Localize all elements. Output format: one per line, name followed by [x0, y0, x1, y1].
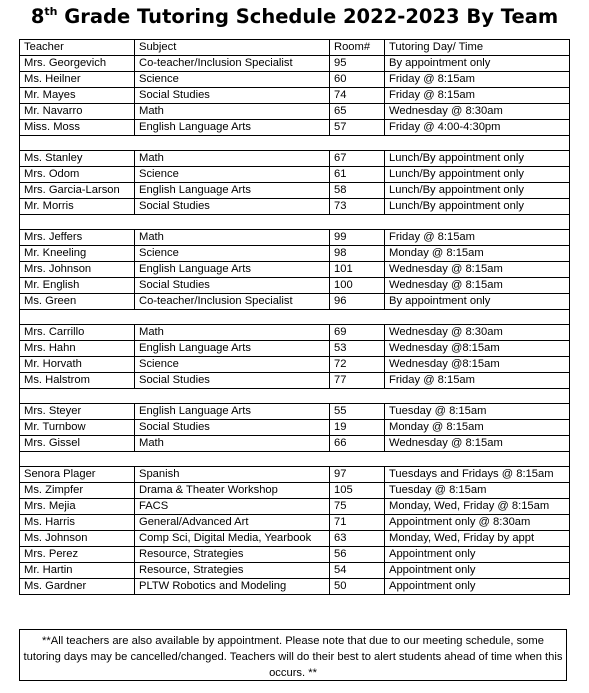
- table-row: [20, 230, 570, 246]
- subject-cell: Math: [135, 436, 330, 452]
- table-row: [20, 278, 570, 294]
- teacher-cell: Ms. Stanley: [20, 151, 135, 167]
- subject-cell: Science: [135, 167, 330, 183]
- tutoring-time-cell: Lunch/By appointment only: [385, 151, 570, 167]
- subject-cell: General/Advanced Art: [135, 515, 330, 531]
- subject-cell: English Language Arts: [135, 183, 330, 199]
- subject-cell: Science: [135, 357, 330, 373]
- separator-cell: [20, 136, 570, 151]
- teacher-cell: Mr. Morris: [20, 199, 135, 215]
- teacher-cell: Mr. English: [20, 278, 135, 294]
- room-cell: 63: [330, 531, 385, 547]
- tutoring-time-cell: By appointment only: [385, 56, 570, 72]
- teacher-cell: Mrs. Carrillo: [20, 325, 135, 341]
- table-row: [20, 72, 570, 88]
- tutoring-time-cell: Monday @ 8:15am: [385, 246, 570, 262]
- subject-cell: Social Studies: [135, 199, 330, 215]
- subject-cell: Math: [135, 325, 330, 341]
- teacher-cell: Mrs. Jeffers: [20, 230, 135, 246]
- room-cell: 65: [330, 104, 385, 120]
- room-cell: 77: [330, 373, 385, 389]
- table-row: [20, 183, 570, 199]
- subject-cell: FACS: [135, 499, 330, 515]
- tutoring-time-cell: Friday @ 8:15am: [385, 373, 570, 389]
- table-row: [20, 499, 570, 515]
- subject-cell: Science: [135, 72, 330, 88]
- teacher-cell: Mr. Horvath: [20, 357, 135, 373]
- room-cell: 19: [330, 420, 385, 436]
- room-cell: 53: [330, 341, 385, 357]
- subject-cell: English Language Arts: [135, 404, 330, 420]
- subject-cell: Science: [135, 246, 330, 262]
- table-row: [20, 56, 570, 72]
- teacher-cell: Mrs. Johnson: [20, 262, 135, 278]
- tutoring-time-cell: Wednesday @8:15am: [385, 357, 570, 373]
- table-row: [20, 404, 570, 420]
- schedule-body: [20, 40, 570, 595]
- table-row: [20, 563, 570, 579]
- teacher-cell: Mrs. Mejia: [20, 499, 135, 515]
- footer-note: **All teachers are also available by appointment. Please note that due to our meeting schedule, some tutoring days may be cancelled/changed. Teachers will do their best to alert students ahead of time when this occurs. **: [19, 629, 567, 681]
- title-text: Grade Tutoring Schedule 2022-2023 By Team: [57, 5, 559, 28]
- room-cell: 97: [330, 467, 385, 483]
- subject-cell: Co-teacher/Inclusion Specialist: [135, 294, 330, 310]
- subject-cell: Social Studies: [135, 420, 330, 436]
- room-cell: 100: [330, 278, 385, 294]
- subject-cell: Math: [135, 104, 330, 120]
- room-cell: 73: [330, 199, 385, 215]
- team-separator-row: [20, 136, 570, 151]
- subject-cell: Social Studies: [135, 373, 330, 389]
- separator-cell: [20, 452, 570, 467]
- room-cell: 56: [330, 547, 385, 563]
- tutoring-time-cell: Lunch/By appointment only: [385, 199, 570, 215]
- table-row: [20, 88, 570, 104]
- teacher-cell: Ms. Heilner: [20, 72, 135, 88]
- room-cell: 96: [330, 294, 385, 310]
- title-number: 8: [30, 5, 45, 28]
- subject-cell: English Language Arts: [135, 341, 330, 357]
- room-cell: 58: [330, 183, 385, 199]
- header-room: Room#: [330, 40, 385, 56]
- table-row: [20, 262, 570, 278]
- room-cell: 99: [330, 230, 385, 246]
- tutoring-time-cell: Appointment only: [385, 579, 570, 595]
- table-row: [20, 547, 570, 563]
- tutoring-time-cell: Friday @ 8:15am: [385, 72, 570, 88]
- header-teacher: Teacher: [20, 40, 135, 56]
- table-row: [20, 467, 570, 483]
- room-cell: 54: [330, 563, 385, 579]
- separator-cell: [20, 215, 570, 230]
- room-cell: 105: [330, 483, 385, 499]
- separator-cell: [20, 389, 570, 404]
- header-row: [20, 40, 570, 56]
- teacher-cell: Ms. Harris: [20, 515, 135, 531]
- tutoring-time-cell: Monday @ 8:15am: [385, 420, 570, 436]
- subject-cell: English Language Arts: [135, 262, 330, 278]
- tutoring-time-cell: Appointment only: [385, 547, 570, 563]
- teacher-cell: Senora Plager: [20, 467, 135, 483]
- teacher-cell: Miss. Moss: [20, 120, 135, 136]
- room-cell: 57: [330, 120, 385, 136]
- teacher-cell: Ms. Gardner: [20, 579, 135, 595]
- table-row: [20, 120, 570, 136]
- table-row: [20, 246, 570, 262]
- tutoring-time-cell: Monday, Wed, Friday by appt: [385, 531, 570, 547]
- table-row: [20, 357, 570, 373]
- table-row: [20, 515, 570, 531]
- teacher-cell: Mrs. Perez: [20, 547, 135, 563]
- tutoring-time-cell: Appointment only: [385, 563, 570, 579]
- tutoring-time-cell: Friday @ 8:15am: [385, 230, 570, 246]
- teacher-cell: Mrs. Steyer: [20, 404, 135, 420]
- subject-cell: Drama & Theater Workshop: [135, 483, 330, 499]
- team-separator-row: [20, 215, 570, 230]
- teacher-cell: Mr. Kneeling: [20, 246, 135, 262]
- subject-cell: Co-teacher/Inclusion Specialist: [135, 56, 330, 72]
- tutoring-time-cell: Tuesday @ 8:15am: [385, 483, 570, 499]
- teacher-cell: Mrs. Georgevich: [20, 56, 135, 72]
- room-cell: 98: [330, 246, 385, 262]
- room-cell: 60: [330, 72, 385, 88]
- subject-cell: PLTW Robotics and Modeling: [135, 579, 330, 595]
- tutoring-time-cell: Lunch/By appointment only: [385, 167, 570, 183]
- tutoring-time-cell: By appointment only: [385, 294, 570, 310]
- subject-cell: Resource, Strategies: [135, 547, 330, 563]
- table-row: [20, 436, 570, 452]
- tutoring-time-cell: Tuesdays and Fridays @ 8:15am: [385, 467, 570, 483]
- tutoring-time-cell: Friday @ 4:00-4:30pm: [385, 120, 570, 136]
- subject-cell: Social Studies: [135, 278, 330, 294]
- table-row: [20, 579, 570, 595]
- teacher-cell: Mr. Hartin: [20, 563, 135, 579]
- table-row: [20, 104, 570, 120]
- room-cell: 74: [330, 88, 385, 104]
- teacher-cell: Mr. Turnbow: [20, 420, 135, 436]
- teacher-cell: Ms. Johnson: [20, 531, 135, 547]
- room-cell: 72: [330, 357, 385, 373]
- tutoring-time-cell: Lunch/By appointment only: [385, 183, 570, 199]
- subject-cell: Math: [135, 230, 330, 246]
- room-cell: 101: [330, 262, 385, 278]
- room-cell: 95: [330, 56, 385, 72]
- room-cell: 69: [330, 325, 385, 341]
- subject-cell: Math: [135, 151, 330, 167]
- table-row: [20, 325, 570, 341]
- schedule-table: [19, 39, 570, 595]
- table-row: [20, 373, 570, 389]
- teacher-cell: Ms. Green: [20, 294, 135, 310]
- room-cell: 50: [330, 579, 385, 595]
- teacher-cell: Mrs. Hahn: [20, 341, 135, 357]
- tutoring-time-cell: Monday, Wed, Friday @ 8:15am: [385, 499, 570, 515]
- tutoring-time-cell: Wednesday @ 8:30am: [385, 325, 570, 341]
- teacher-cell: Ms. Halstrom: [20, 373, 135, 389]
- page-title: [0, 5, 589, 28]
- teacher-cell: Mr. Mayes: [20, 88, 135, 104]
- tutoring-time-cell: Friday @ 8:15am: [385, 88, 570, 104]
- room-cell: 66: [330, 436, 385, 452]
- table-row: [20, 199, 570, 215]
- subject-cell: Social Studies: [135, 88, 330, 104]
- subject-cell: Spanish: [135, 467, 330, 483]
- separator-cell: [20, 310, 570, 325]
- teacher-cell: Mrs. Garcia-Larson: [20, 183, 135, 199]
- room-cell: 67: [330, 151, 385, 167]
- table-row: [20, 483, 570, 499]
- tutoring-time-cell: Wednesday @8:15am: [385, 341, 570, 357]
- teacher-cell: Mrs. Odom: [20, 167, 135, 183]
- tutoring-time-cell: Wednesday @ 8:15am: [385, 262, 570, 278]
- title-superscript: th: [44, 5, 58, 18]
- tutoring-time-cell: Tuesday @ 8:15am: [385, 404, 570, 420]
- table-row: [20, 294, 570, 310]
- table-row: [20, 151, 570, 167]
- team-separator-row: [20, 310, 570, 325]
- tutoring-time-cell: Wednesday @ 8:15am: [385, 278, 570, 294]
- teacher-cell: Ms. Zimpfer: [20, 483, 135, 499]
- team-separator-row: [20, 452, 570, 467]
- table-row: [20, 167, 570, 183]
- subject-cell: Comp Sci, Digital Media, Yearbook: [135, 531, 330, 547]
- table-row: [20, 341, 570, 357]
- room-cell: 71: [330, 515, 385, 531]
- header-subject: Subject: [135, 40, 330, 56]
- table-row: [20, 531, 570, 547]
- tutoring-time-cell: Appointment only @ 8:30am: [385, 515, 570, 531]
- table-row: [20, 420, 570, 436]
- subject-cell: English Language Arts: [135, 120, 330, 136]
- team-separator-row: [20, 389, 570, 404]
- tutoring-time-cell: Wednesday @ 8:30am: [385, 104, 570, 120]
- teacher-cell: Mrs. Gissel: [20, 436, 135, 452]
- room-cell: 75: [330, 499, 385, 515]
- tutoring-time-cell: Wednesday @ 8:15am: [385, 436, 570, 452]
- header-tutoring-time: Tutoring Day/ Time: [385, 40, 570, 56]
- subject-cell: Resource, Strategies: [135, 563, 330, 579]
- room-cell: 61: [330, 167, 385, 183]
- room-cell: 55: [330, 404, 385, 420]
- teacher-cell: Mr. Navarro: [20, 104, 135, 120]
